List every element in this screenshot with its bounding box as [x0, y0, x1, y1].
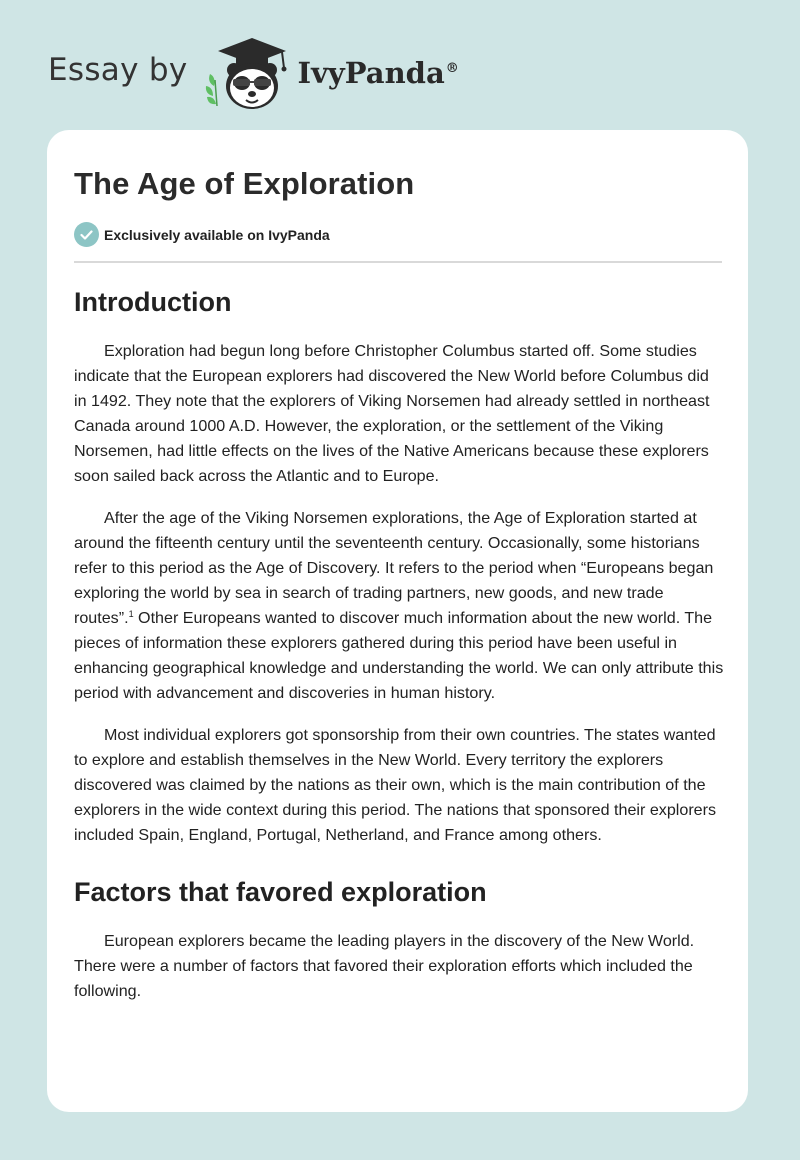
brand-prefix: Essay by: [48, 52, 188, 88]
section-introduction: [74, 280, 724, 848]
footnote-ref[interactable]: 1: [128, 609, 134, 619]
section-heading: Factors that favored exploration: [74, 877, 487, 907]
brand-logo[interactable]: [48, 34, 459, 114]
exclusive-badge: [74, 222, 330, 247]
divider: [74, 261, 722, 263]
brand-name: IvyPanda®: [297, 56, 459, 90]
essay-card: [47, 130, 748, 1112]
paragraph: European explorers became the leading players in the discovery of the New World. There were a number of factors that favored their exploration efforts which included the following.: [74, 932, 695, 1000]
section-heading: Introduction: [74, 287, 232, 317]
section-factors: [74, 870, 724, 1004]
paragraph: Exploration had begun long before Christopher Columbus started off. Some studies indicate that the European explorers had discovered the New World before Columbus did in 1492. They note that the explorers of Viking Norsemen had already settled in northeast Canada around 1000 A.D. However, the exploration, or the settlement of the Viking Norsemen, had little effects on the lives of the Native Americans because these explorers soon sailed back across the Atlantic and to Europe.: [74, 342, 710, 485]
essay-body: [74, 280, 724, 1004]
paragraph: After the age of the Viking Norsemen explorations, the Age of Exploration started at around the fifteenth century until the seventeenth century. Occasionally, some historians refer to this period as the Age of Discovery. It refers to the period when “Europeans began exploring the world by sea in search of trading partners, new goods, and new trade routes”.$^1$ Other Europeans wanted to discover much information about the new world. The pieces of information these explorers gathered during this period have been useful in enhancing geographical knowledge and understanding the world. We can only attribute this period with advancement and discoveries in human history.: [74, 509, 724, 702]
panda-head-icon: [226, 63, 278, 109]
page-title: The Age of Exploration: [74, 166, 415, 201]
badge-label: Exclusively available on IvyPanda: [104, 226, 330, 243]
ivy-leaf-icon: [205, 74, 216, 106]
checkmark-icon: [74, 222, 99, 247]
paragraph: Most individual explorers got sponsorship from their own countries. The states wanted to explore and establish themselves in the New World. Every territory the explorers discovered was claimed by the nations as their own, which is the main contribution of the explorers in the wide context during this period. The nations that sponsored their explorers included Spain, England, Portugal, Netherland, and France among others.: [74, 726, 717, 844]
panda-graduate-icon: [202, 34, 298, 114]
